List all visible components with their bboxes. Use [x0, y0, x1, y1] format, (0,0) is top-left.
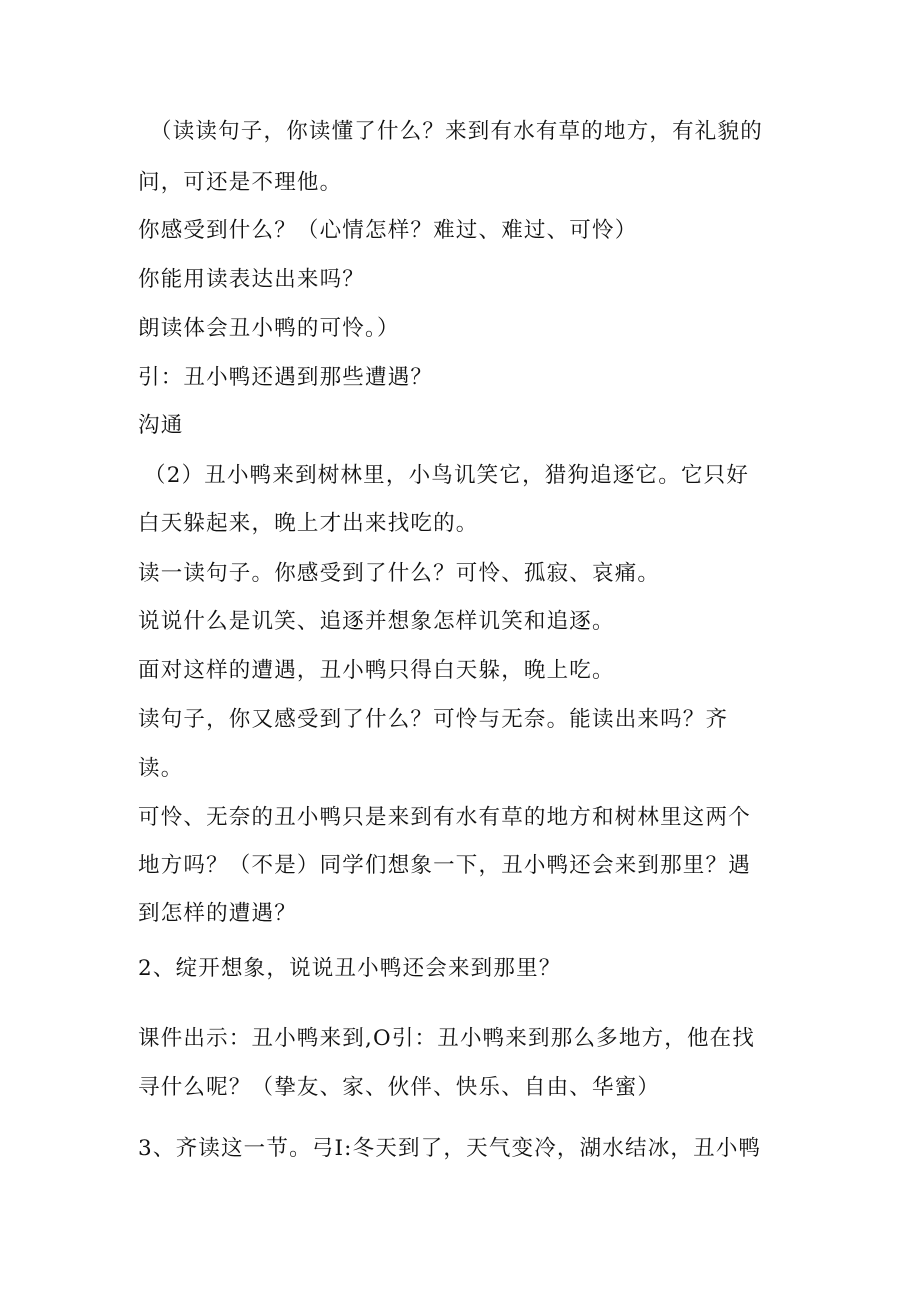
text-line-7: 沟通	[138, 413, 184, 438]
text-line-6: 引：丑小鸭还遇到那些遭遇？	[138, 365, 434, 390]
text-line-18: 2、绽开想象，说说丑小鸭还会来到那里？	[138, 956, 562, 981]
text-line-20: 寻什么呢？（挚友、家、伙伴、快乐、自由、华蜜）	[138, 1075, 661, 1100]
text-line-11: 说说什么是讥笑、追逐并想象怎样讥笑和追逐。	[138, 609, 615, 634]
text-line-1: （读读句子，你读懂了什么？来到有水有草的地方，有礼貌的	[150, 119, 763, 144]
text-line-10: 读一读句子。你感受到了什么？可怜、孤寂、哀痛。	[138, 561, 661, 586]
text-line-15: 可怜、无奈的丑小鸭只是来到有水有草的地方和树林里这两个	[138, 805, 751, 830]
text-line-2: 问，可还是不理他。	[138, 170, 343, 195]
text-line-17: 到怎样的遭遇？	[138, 901, 297, 926]
text-line-21: 3、齐读这一节。弓I:冬天到了，天气变冷，湖水结冰，丑小鸭	[138, 1136, 762, 1161]
text-line-16: 地方吗？（不是）同学们想象一下，丑小鸭还会来到那里？遇	[138, 853, 751, 878]
text-line-19: 课件出示：丑小鸭来到,O引：丑小鸭来到那么多地方，他在找	[138, 1026, 756, 1051]
text-line-14: 读。	[138, 756, 184, 781]
text-line-13: 读句子，你又感受到了什么？可怜与无奈。能读出来吗？齐	[138, 707, 729, 732]
text-line-3: 你感受到什么？（心情怎样？难过、难过、可怜）	[138, 218, 638, 243]
text-line-9: 白天躲起来，晚上才出来找吃的。	[138, 511, 479, 536]
text-line-4: 你能用读表达出来吗？	[138, 267, 366, 292]
text-line-12: 面对这样的遭遇，丑小鸭只得白天躲，晚上吃。	[138, 658, 615, 683]
text-line-8: （2）丑小鸭来到树林里，小鸟讥笑它，猎狗追逐它。它只好	[144, 463, 750, 488]
text-line-5: 朗读体会丑小鸭的可怜。）	[138, 316, 400, 341]
